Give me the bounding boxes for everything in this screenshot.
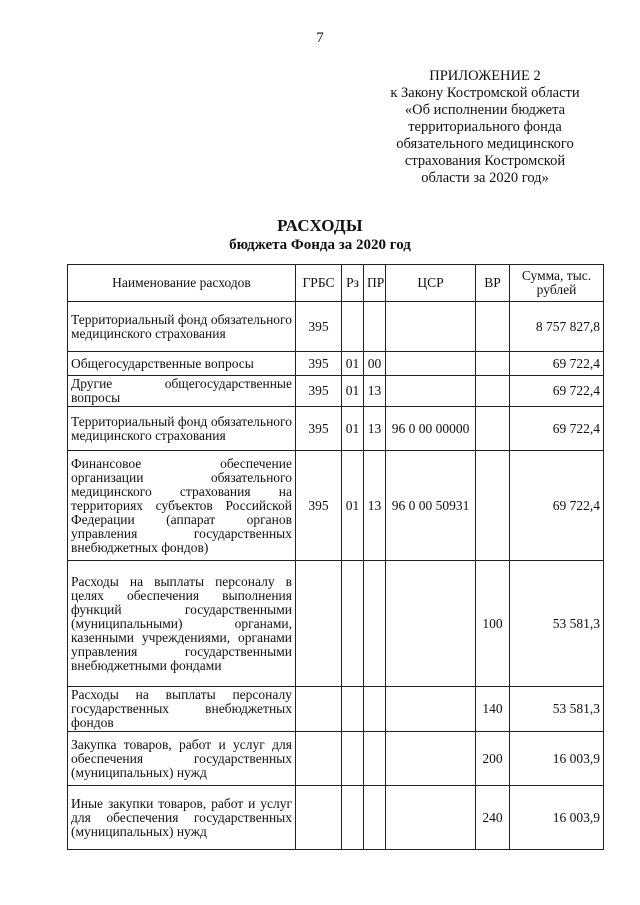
header-sum: Сумма, тыс. рублей: [510, 265, 604, 302]
cell-grbs: 395: [296, 302, 342, 352]
cell-csr: [386, 302, 476, 352]
cell-name: Территориальный фонд обязательного медицинского страхования: [68, 302, 296, 352]
appendix-line: обязательного медицинского: [396, 136, 574, 152]
appendix-line: области за 2020 год»: [421, 170, 549, 186]
cell-pr: [364, 561, 386, 687]
appendix-line: «Об исполнении бюджета: [404, 102, 566, 118]
title-main: РАСХОДЫ: [277, 216, 363, 235]
cell-csr: [386, 561, 476, 687]
cell-vr: [476, 302, 510, 352]
appendix-header: [380, 68, 590, 187]
appendix-line: страхования Костромской: [404, 153, 566, 169]
cell-name: Иные закупки товаров, работ и услуг для обеспечения государственных (муниципальных) нужд: [68, 786, 296, 850]
cell-pr: [364, 687, 386, 732]
cell-grbs: [296, 786, 342, 850]
header-vr: ВР: [476, 265, 510, 302]
table-row: [68, 561, 604, 687]
cell-sum: 69 722,4: [510, 376, 604, 407]
cell-grbs: [296, 561, 342, 687]
cell-vr: [476, 352, 510, 376]
cell-pr: 13: [364, 376, 386, 407]
cell-pr: [364, 732, 386, 786]
table-row: [68, 732, 604, 786]
table-row: [68, 407, 604, 451]
table-row: [68, 687, 604, 732]
table-row: [68, 376, 604, 407]
cell-name: Территориальный фонд обязательного медицинского страхования: [68, 407, 296, 451]
cell-pr: [364, 786, 386, 850]
cell-grbs: [296, 732, 342, 786]
cell-grbs: 395: [296, 451, 342, 561]
cell-rz: [342, 302, 364, 352]
appendix-line: к Закону Костромской области: [390, 85, 580, 101]
cell-pr: 13: [364, 407, 386, 451]
cell-sum: 69 722,4: [510, 407, 604, 451]
appendix-line: территориального фонда: [408, 119, 562, 135]
cell-rz: 01: [342, 407, 364, 451]
header-name: Наименование расходов: [68, 265, 296, 302]
table-row: [68, 451, 604, 561]
cell-vr: 240: [476, 786, 510, 850]
cell-csr: 96 0 00 50931: [386, 451, 476, 561]
cell-csr: [386, 732, 476, 786]
cell-vr: [476, 376, 510, 407]
expenses-table: [67, 264, 604, 850]
cell-sum: 69 722,4: [510, 451, 604, 561]
cell-grbs: [296, 687, 342, 732]
cell-sum: 16 003,9: [510, 786, 604, 850]
cell-vr: 140: [476, 687, 510, 732]
cell-name: Закупка товаров, работ и услуг для обеспечения государственных (муниципальных) нужд: [68, 732, 296, 786]
cell-vr: [476, 407, 510, 451]
cell-csr: [386, 786, 476, 850]
cell-sum: 53 581,3: [510, 561, 604, 687]
cell-grbs: 395: [296, 376, 342, 407]
cell-name: Другие общегосударственные вопросы: [68, 376, 296, 407]
table-row: [68, 786, 604, 850]
table-row: [68, 352, 604, 376]
header-pr: ПР: [364, 265, 386, 302]
header-rz: Рз: [342, 265, 364, 302]
table-header-row: [68, 265, 604, 302]
cell-sum: 16 003,9: [510, 732, 604, 786]
cell-grbs: 395: [296, 352, 342, 376]
title-subtitle: бюджета Фонда за 2020 год: [229, 237, 411, 253]
page-number: 7: [316, 30, 324, 46]
cell-rz: 01: [342, 352, 364, 376]
cell-pr: 00: [364, 352, 386, 376]
cell-sum: 8 757 827,8: [510, 302, 604, 352]
cell-rz: [342, 786, 364, 850]
cell-csr: [386, 352, 476, 376]
cell-sum: 53 581,3: [510, 687, 604, 732]
cell-rz: 01: [342, 451, 364, 561]
cell-pr: [364, 302, 386, 352]
header-grbs: ГРБС: [296, 265, 342, 302]
header-csr: ЦСР: [386, 265, 476, 302]
cell-name: Общегосударственные вопросы: [68, 352, 296, 376]
cell-name: Расходы на выплаты персоналу государственных внебюджетных фондов: [68, 687, 296, 732]
document-title: [0, 216, 640, 254]
cell-name: Финансовое обеспечение организации обязательного медицинского страхования на территориях субъектов Российской Федерации (аппарат органов управления государственных внебюджетных фондов): [68, 451, 296, 561]
cell-csr: [386, 376, 476, 407]
cell-vr: 100: [476, 561, 510, 687]
cell-vr: 200: [476, 732, 510, 786]
cell-rz: 01: [342, 376, 364, 407]
cell-rz: [342, 561, 364, 687]
appendix-title: ПРИЛОЖЕНИЕ 2: [429, 68, 541, 84]
cell-grbs: 395: [296, 407, 342, 451]
cell-name: Расходы на выплаты персоналу в целях обеспечения выполнения функций государственными (муниципальными) органами, казенными учреждениями, органами управления государственными внебюджетными фондами: [68, 561, 296, 687]
cell-rz: [342, 732, 364, 786]
cell-vr: [476, 451, 510, 561]
cell-csr: 96 0 00 00000: [386, 407, 476, 451]
cell-sum: 69 722,4: [510, 352, 604, 376]
cell-pr: 13: [364, 451, 386, 561]
cell-csr: [386, 687, 476, 732]
table-row: [68, 302, 604, 352]
cell-rz: [342, 687, 364, 732]
